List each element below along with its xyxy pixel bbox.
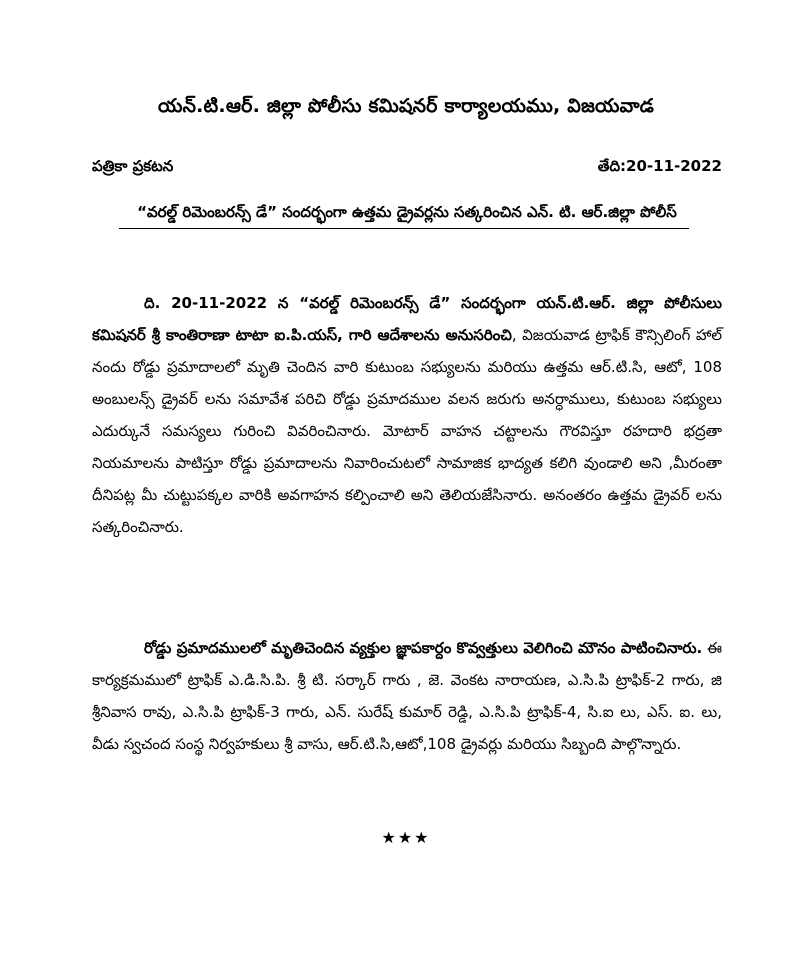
headline: “వరల్డ్ రిమెంబరన్స్ డే” సందర్భంగా ఉత్తమ డ్రైవర్లను సత్కరించిన ఎన్. టి. ఆర్.జిల్లా పోలీస్ bbox=[137, 203, 677, 221]
paragraph-1-text: , విజయవాడ ట్రాఫిక్ కౌన్సిలింగ్ హాల్ నందు రోడ్డు ప్రమాదాలలో మృతి చెందిన వారి కుటుంబ సభ్యులను మరియు ఉత్తమ ఆర్.టి.సి, ఆటో, 108 అంబులన్స్ డ్రైవర్ లను సమావేశ పరిచి రోడ్డు ప్రమాదముల వలన జరుగు అనర్ధాములు, కుటుంబ సభ్యులు ఎదుర్కునే సమస్యలు గురించి వివరించినారు. మోటార్ వాహన చట్టాలను గౌరవిస్తూ రహదారి భద్రతా నియమాలను పాటిస్తూ రోడ్డు ప్రమాదాలను నివారించుటలో సామాజిక భాద్యత కలిగి వుండాలి అని ,మీరంతా దీనిపట్ల మీ చుట్టుపక్కల వారికి అవగాహన కల్పించాలి అని తెలియజేసినారు. అనంతరం ఉత్తమ డ్రైవర్ లను సత్కరించినారు. bbox=[92, 326, 723, 536]
paragraph-1 bbox=[92, 287, 722, 543]
press-release-label: పత్రికా ప్రకటన bbox=[92, 157, 174, 175]
paragraph-2 bbox=[92, 632, 722, 760]
release-date: తేది:20-11-2022 bbox=[597, 157, 722, 175]
office-title: యన్.టి.ఆర్. జిల్లా పోలీసు కమిషనర్ కార్యాలయము, విజయవాడ bbox=[157, 95, 655, 117]
paragraph-2-bold: రోడ్డు ప్రమాదములలో మృతిచెందిన వ్యక్తుల జ్ఞాపకార్దం కొవ్వత్తులు వెలిగించి మౌనం పాటించినారు. bbox=[144, 639, 703, 657]
headline-underline bbox=[119, 228, 689, 229]
meta-row bbox=[92, 157, 722, 179]
paragraph-2-text: ఈ కార్యక్రమములో ట్రాఫిక్ ఎ.డి.సి.పి. శ్రీ టి. సర్కార్ గారు , జె. వెంకట నారాయణ, ఎ.సి.పి ట్రాఫిక్-2 గారు, జి శ్రీనివాస రావు, ఎ.సి.పి ట్రాఫిక్-3 గారు, ఎన్. సురేష్ కుమార్ రెడ్డి, ఎ.సి.పి ట్రాఫిక్-4, సి.ఐ లు, ఎస్. ఐ. లు, వీడు స్వచంద సంస్థ నిర్వహకులు శ్రీ వాసు, ఆర్.టి.సి,ఆటో,108 డ్రైవర్లు మరియు సిబ్బంది పాల్గొన్నారు. bbox=[92, 639, 723, 753]
paragraph-1-bold: ది. 20-11-2022 న “వరల్డ్ రిమెంబరన్స్ డే” సందర్భంగా యన్.టి.ఆర్. జిల్లా పోలీసులు కమిషనర్ శ్రీ కాంతిరాణా టాటా ఐ.పి.యస్, గారి ఆదేశాలను అనుసరించి bbox=[92, 294, 722, 344]
closing-stars: ★★★ bbox=[381, 828, 431, 847]
